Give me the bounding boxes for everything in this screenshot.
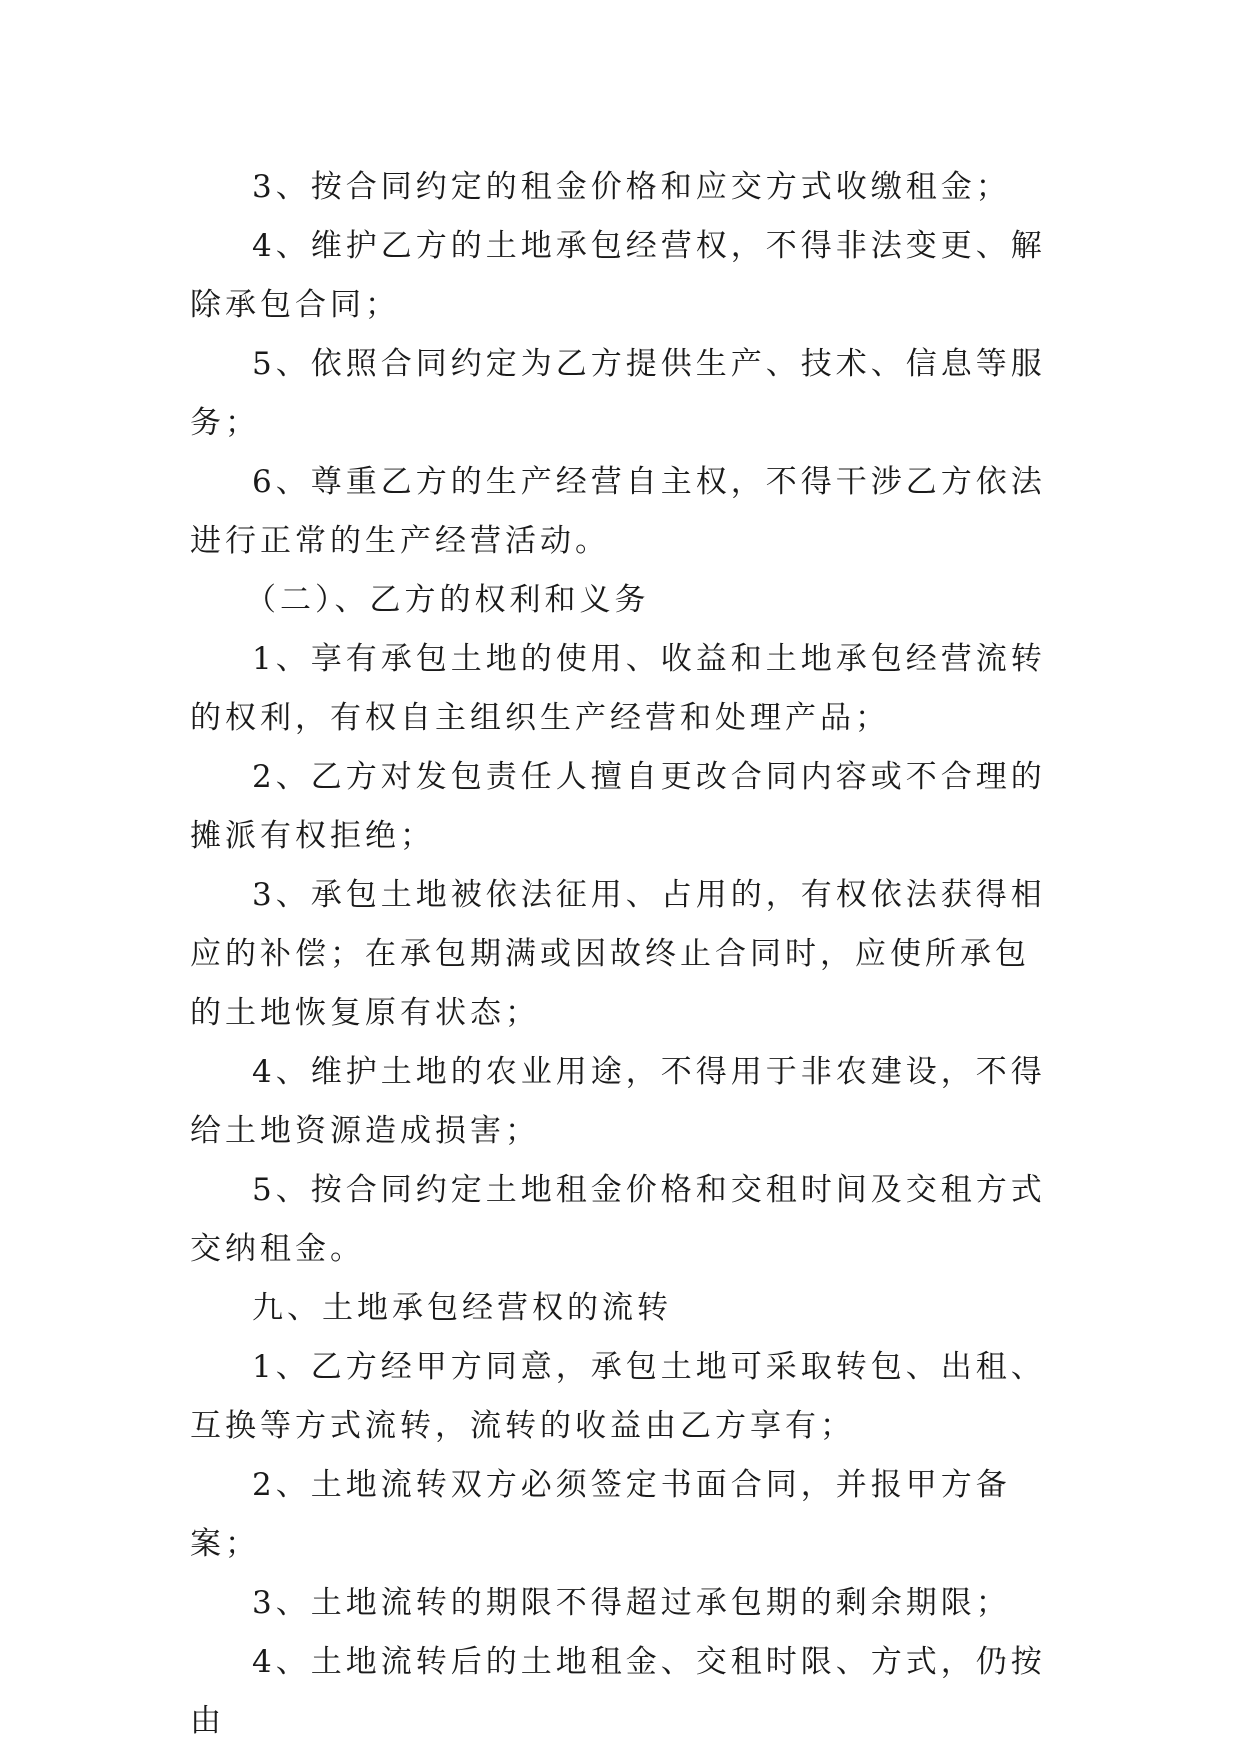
paragraph-b-item-4-agricultural-use: 4、维护土地的农业用途，不得用于非农建设，不得给土地资源造成损害； [190,1054,1046,1149]
paragraph-transfer-item-2-written-contract: 2、土地流转双方必须签定书面合同，并报甲方备案； [190,1467,1011,1562]
paragraph-b-item-2-refuse-changes: 2、乙方对发包责任人擅自更改合同内容或不合理的摊派有权拒绝； [190,759,1046,854]
paragraph-b-item-5-pay-rent: 5、按合同约定土地租金价格和交租时间及交租方式交纳租金。 [190,1172,1046,1267]
paragraph-item-4-protect-rights: 4、维护乙方的土地承包经营权，不得非法变更、解除承包合同； [190,228,1046,323]
paragraph-transfer-item-1-methods: 1、乙方经甲方同意，承包土地可采取转包、出租、互换等方式流转，流转的收益由乙方享有； [190,1349,1046,1444]
paragraph-item-6-respect-autonomy: 6、尊重乙方的生产经营自主权，不得干涉乙方依法进行正常的生产经营活动。 [190,464,1046,559]
paragraph-b-item-3-compensation: 3、承包土地被依法征用、占用的，有权依法获得相应的补偿；在承包期满或因故终止合同时，应使所承包的土地恢复原有状态； [190,877,1046,1031]
document-page [190,158,1050,1751]
paragraph-item-3-rent-collection: 3、按合同约定的租金价格和应交方式收缴租金； [252,169,1011,205]
heading-land-transfer: 九、土地承包经营权的流转 [252,1290,672,1326]
paragraph-item-5-provide-services: 5、依照合同约定为乙方提供生产、技术、信息等服务； [190,346,1046,441]
section-heading-party-b-rights: （二）、乙方的权利和义务 [245,582,650,618]
paragraph-b-item-1-usage-rights: 1、享有承包土地的使用、收益和土地承包经营流转的权利，有权自主组织生产经营和处理产品； [190,641,1046,736]
paragraph-transfer-item-4-rent-terms: 4、土地流转后的土地租金、交租时限、方式，仍按由 [190,1644,1046,1739]
paragraph-transfer-item-3-term-limit: 3、土地流转的期限不得超过承包期的剩余期限； [252,1585,1011,1621]
